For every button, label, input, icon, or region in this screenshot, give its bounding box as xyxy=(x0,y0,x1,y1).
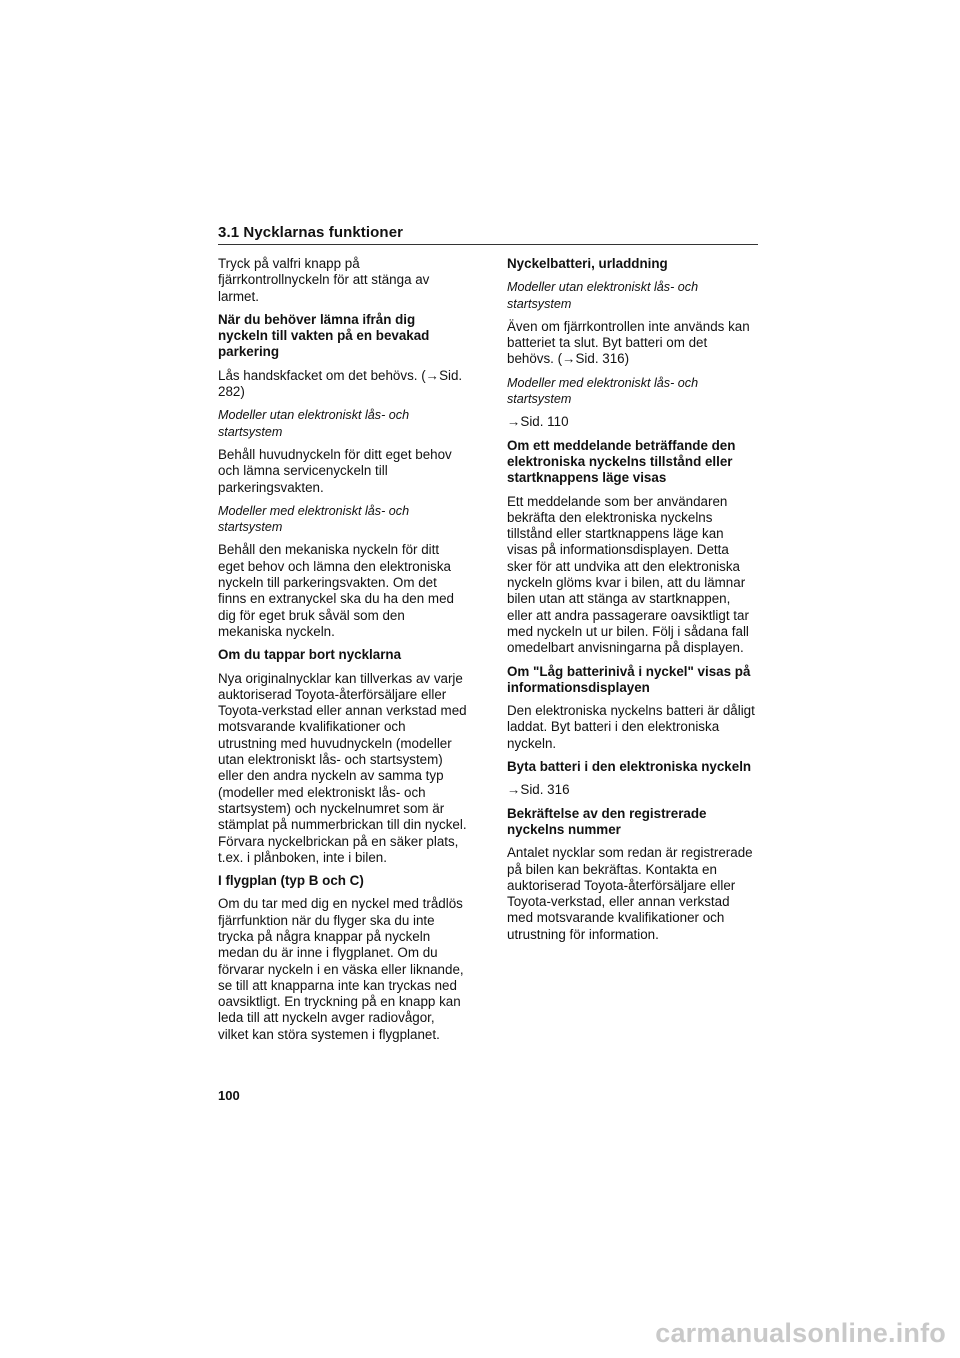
right-block-2: Även om fjärrkontrollen inte används kan batteriet ta slut. Byt batteri om det behövs. (→Sid. 316) xyxy=(507,318,750,367)
section-header xyxy=(218,224,758,245)
right-block-8: Den elektroniska nyckelns batteri är dåligt laddat. Byt batteri i den elektroniska nyckeln. xyxy=(507,703,755,751)
right-block-4: →Sid. 110 xyxy=(507,414,569,430)
right-block-12: Antalet nycklar som redan är registrerade på bilen kan bekräftas. Kontakta en auktoriserad Toyota-återförsäljare eller Toyota-verkstad, eller annan verkstad med motsvarande kvalifikationer och utrustning för information. xyxy=(507,845,753,942)
left-block-7: Om du tappar bort nycklarna xyxy=(218,647,402,663)
left-block-3: Modeller utan elektroniskt lås- och startsystem xyxy=(218,408,410,439)
right-block-9: Byta batteri i den elektroniska nyckeln xyxy=(507,759,752,775)
right-block-6: Ett meddelande som ber användaren bekräfta den elektroniska nyckelns tillstånd eller startknappens läge kan visas på informationsdisplayen. Detta sker för att undvika att den elektroniska nyckeln glöms kvar i bilen, att du lämnar bilen utan att stänga av startknappen, eller att andra passagerare oavsiktligt tar med nyckeln ut ur bilen. Följ i sådana fall omedelbart anvisningarna på displayen. xyxy=(507,493,749,656)
right-block-10: →Sid. 316 xyxy=(507,782,570,798)
right-column xyxy=(507,256,757,950)
left-block-8: Nya originalnycklar kan tillverkas av varje auktoriserad Toyota-återförsäljare eller Toyota-verkstad eller annan verkstad med motsvarande kvalifikationer och utrustning med huvudnyckeln (modeller utan elektroniskt lås- och startsystem) eller den andra nyckeln av samma typ (modeller med elektroniskt lås- och startsystem) och nyckelnumret som är stämplat på nummerbrickan till din nyckel. Förvara nyckelbrickan på en säker plats, t.ex. i plånboken, inte i bilen. xyxy=(218,670,467,865)
left-block-5: Modeller med elektroniskt lås- och startsystem xyxy=(218,503,410,535)
watermark: carmanualsonline.info xyxy=(655,1318,946,1348)
right-block-5: Om ett meddelande beträffande den elektroniska nyckelns tillstånd eller startknappens läge visas xyxy=(507,437,736,486)
left-block-2: Lås handskfacket om det behövs. (→Sid. 282) xyxy=(218,367,463,400)
right-block-3: Modeller med elektroniskt lås- och startsystem xyxy=(507,375,699,407)
left-block-6: Behåll den mekaniska nyckeln för ditt eget behov och lämna den elektroniska nyckeln till parkeringsvakten. Om det finns en extranyckel ska du ha den med dig för eget bruk såväl som den mekaniska nyckeln. xyxy=(218,542,454,639)
left-block-1: När du behöver lämna ifrån dig nyckeln till vakten på en bevakad parkering xyxy=(218,311,430,360)
right-block-11: Bekräftelse av den registrerade nyckelns nummer xyxy=(507,805,707,837)
right-block-1: Modeller utan elektroniskt lås- och startsystem xyxy=(507,280,699,311)
left-block-9: I flygplan (typ B och C) xyxy=(218,873,364,889)
right-block-0: Nyckelbatteri, urladdning xyxy=(507,256,668,271)
page-number: 100 xyxy=(218,1088,240,1103)
right-block-7: Om "Låg batterinivå i nyckel" visas på informationsdisplayen xyxy=(507,663,751,695)
section-title: 3.1 Nycklarnas funktioner xyxy=(218,224,404,241)
left-block-4: Behåll huvudnyckeln för ditt eget behov och lämna servicenyckeln till parkeringsvakten. xyxy=(218,446,452,495)
left-block-10: Om du tar med dig en nyckel med trådlös fjärrfunktion när du flyger ska du inte trycka på några knappar på nyckeln medan du är inne i flygplanet. Om du förvarar nyckeln i en väska eller liknande, se till att knapparna inte kan tryckas ned oavsiktligt. En tryckning på en knapp kan leda till att nyckeln avger radiovågor, vilket kan störa systemen i flygplanet. xyxy=(218,896,464,1042)
left-column xyxy=(218,256,468,1050)
left-block-0: Tryck på valfri knapp på fjärrkontrollnyckeln för att stänga av larmet. xyxy=(218,256,430,304)
